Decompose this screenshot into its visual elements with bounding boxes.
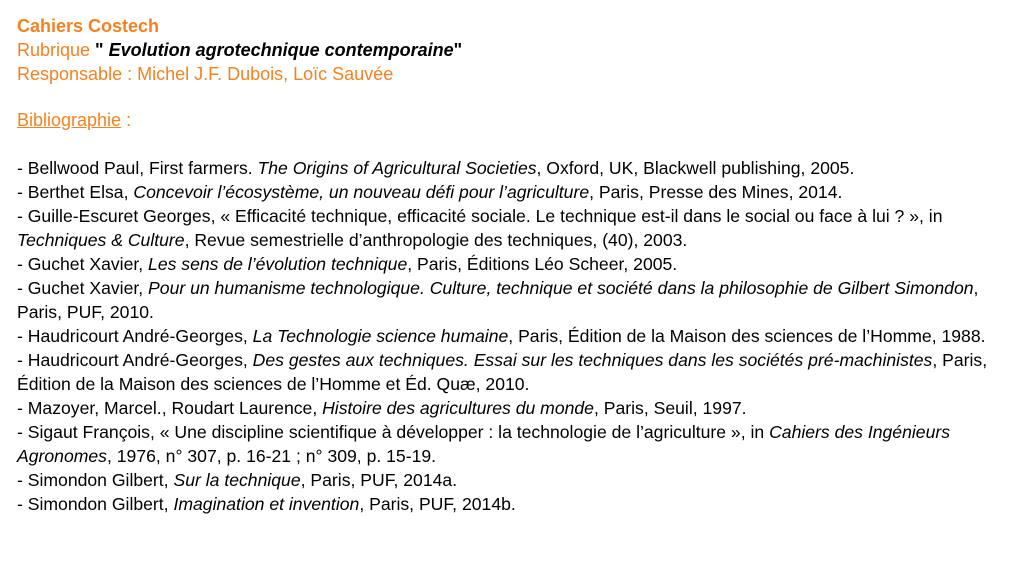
entry-text: - Mazoyer, Marcel., Roudart Laurence,	[17, 398, 323, 418]
entry-text: - Haudricourt André-Georges,	[17, 326, 253, 346]
rubrique-quote-close: "	[453, 40, 463, 60]
bibliography-heading	[17, 108, 131, 132]
entry-text: , Paris, Éditions Léo Scheer, 2005.	[407, 254, 678, 274]
entry-text: - Simondon Gilbert,	[17, 494, 174, 514]
page-title: Cahiers Costech	[17, 16, 160, 36]
entry-title: The Origins of Agricultural Societies	[257, 158, 537, 178]
bibliography-entry	[17, 252, 1012, 276]
entry-text: - Berthet Elsa,	[17, 182, 134, 202]
document-header	[17, 14, 462, 86]
entry-text: - Bellwood Paul, First farmers.	[17, 158, 258, 178]
entry-title: Pour un humanisme technologique. Culture, technique et société dans la philosophie de Gilbert Simondon	[148, 278, 974, 298]
rubrique-quote-open: "	[95, 40, 109, 60]
rubrique-line	[17, 38, 462, 62]
entry-text: , Paris, Édition de la Maison des sciences de l’Homme et Éd. Quæ, 2010.	[17, 350, 988, 394]
bibliography-entry	[17, 276, 1012, 324]
bibliography-colon: :	[121, 110, 132, 130]
entry-text: , Revue semestrielle d’anthropologie des techniques, (40), 2003.	[184, 230, 688, 250]
entry-text: , Paris, Seuil, 1997.	[593, 398, 747, 418]
entry-title: La Technologie science humaine	[252, 326, 509, 346]
entry-title: Techniques & Culture	[17, 230, 185, 250]
entry-text: , Oxford, UK, Blackwell publishing, 2005.	[536, 158, 855, 178]
bibliography-entry	[17, 156, 1012, 180]
entry-text: , Paris, Presse des Mines, 2014.	[589, 182, 843, 202]
bibliography-entry	[17, 420, 1012, 468]
entry-text: - Guille-Escuret Georges, « Efficacité technique, efficacité sociale. Le technique est-il dans le social ou face à lui ? », in	[17, 206, 943, 226]
entry-text: - Haudricourt André-Georges,	[17, 350, 253, 370]
entry-text: - Sigaut François, « Une discipline scientifique à développer : la technologie de l’agriculture », in	[17, 422, 770, 442]
bibliography-list	[17, 156, 1012, 516]
entry-title: Sur la technique	[173, 470, 301, 490]
bibliography-entry	[17, 348, 1012, 396]
entry-text: , Paris, Édition de la Maison des sciences de l’Homme, 1988.	[508, 326, 986, 346]
entry-text: , Paris, PUF, 2014b.	[359, 494, 516, 514]
entry-title: Imagination et invention	[173, 494, 360, 514]
entry-title: Histoire des agricultures du monde	[322, 398, 594, 418]
entry-text: , Paris, PUF, 2014a.	[300, 470, 458, 490]
entry-text: , 1976, n° 307, p. 16-21 ; n° 309, p. 15-19.	[106, 446, 437, 466]
entry-text: - Simondon Gilbert,	[17, 470, 174, 490]
entry-text: - Guchet Xavier,	[17, 278, 149, 298]
rubrique-title: Evolution agrotechnique contemporaine	[108, 40, 454, 60]
entry-title: Les sens de l’évolution technique	[148, 254, 408, 274]
rubrique-prefix: Rubrique	[17, 40, 96, 60]
entry-title: Des gestes aux techniques. Essai sur les techniques dans les sociétés pré-machinistes	[252, 350, 933, 370]
bibliography-entry	[17, 468, 1012, 492]
entry-text: , Paris, PUF, 2010.	[17, 278, 979, 322]
bibliography-entry	[17, 324, 1012, 348]
bibliography-link[interactable]: Bibliographie	[17, 110, 122, 130]
bibliography-entry	[17, 492, 1012, 516]
bibliography-entry	[17, 180, 1012, 204]
bibliography-entry	[17, 396, 1012, 420]
entry-title: Cahiers des Ingénieurs Agronomes	[17, 422, 951, 466]
responsable-line: Responsable : Michel J.F. Dubois, Loïc Sauvée	[17, 64, 394, 84]
entry-title: Concevoir l’écosystème, un nouveau défi pour l’agriculture	[133, 182, 590, 202]
bibliography-entry	[17, 204, 1012, 252]
entry-text: - Guchet Xavier,	[17, 254, 149, 274]
